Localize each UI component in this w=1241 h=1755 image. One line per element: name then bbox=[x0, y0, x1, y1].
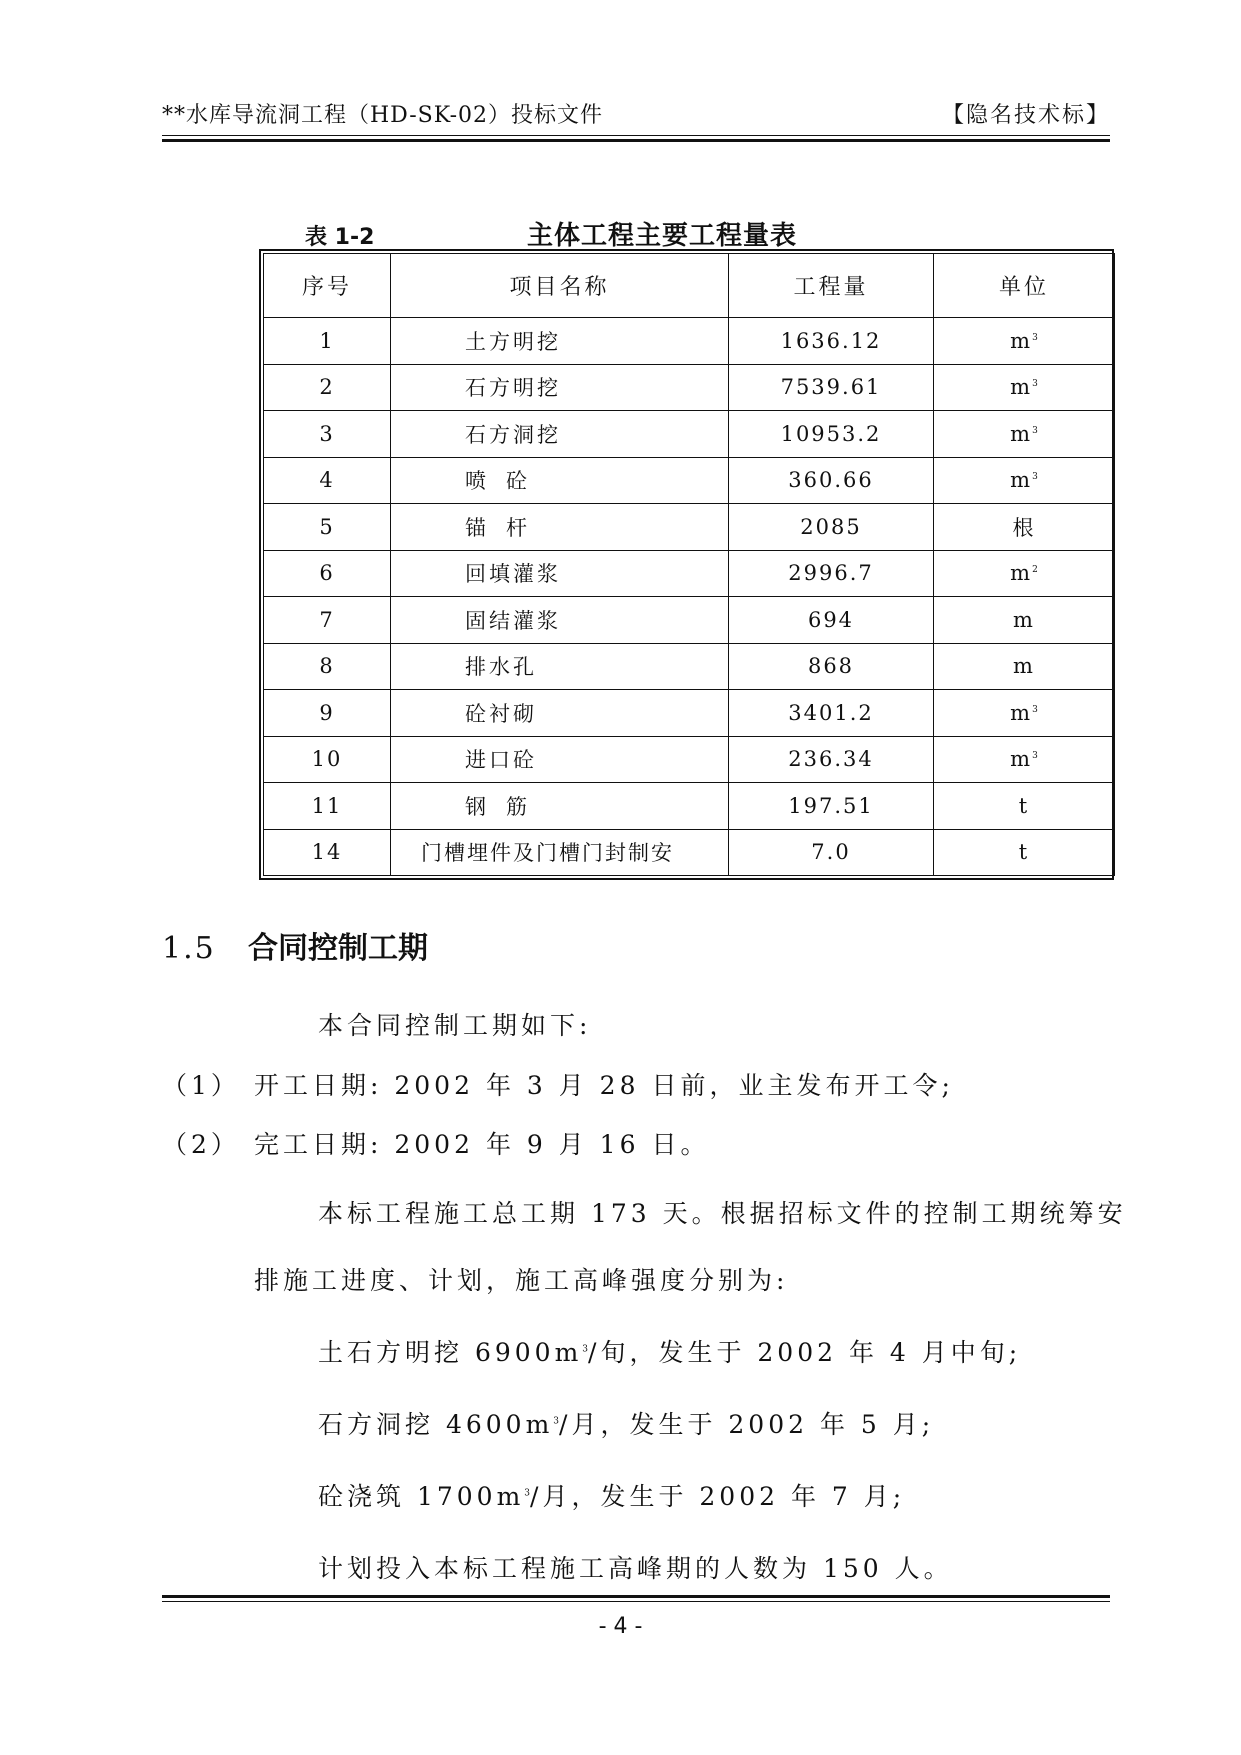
unit-exponent: 3 bbox=[553, 1416, 560, 1427]
cell-unit bbox=[934, 318, 1115, 365]
cell-qty: 3401.2 bbox=[729, 690, 934, 737]
table-row bbox=[264, 457, 1115, 504]
cell-unit bbox=[934, 504, 1115, 551]
schedule-paragraph-line: 本标工程施工总工期 173 天。根据招标文件的控制工期统筹安 bbox=[318, 1199, 1127, 1228]
peak-intensity-line bbox=[318, 1405, 934, 1441]
unit-text: m bbox=[1013, 654, 1035, 679]
cell-unit bbox=[934, 457, 1115, 504]
peak-text: 砼浇筑 1700m bbox=[318, 1482, 525, 1511]
cell-no: 9 bbox=[264, 690, 391, 737]
peak-intensity-line bbox=[318, 1333, 1021, 1369]
table-body bbox=[264, 318, 1115, 876]
cell-qty: 1636.12 bbox=[729, 318, 934, 365]
unit-text: m bbox=[1010, 328, 1033, 353]
column-header-unit: 单位 bbox=[934, 254, 1115, 318]
peak-text: 土石方明挖 6900m bbox=[318, 1338, 583, 1367]
unit-exponent: 3 bbox=[1032, 751, 1038, 762]
cell-unit bbox=[934, 690, 1115, 737]
cell-no: 6 bbox=[264, 550, 391, 597]
unit-text: m bbox=[1010, 700, 1033, 725]
staffing-paragraph: 计划投入本标工程施工高峰期的人数为 150 人。 bbox=[318, 1554, 953, 1583]
cell-unit bbox=[934, 411, 1115, 458]
cell-no: 11 bbox=[264, 783, 391, 830]
cell-no: 3 bbox=[264, 411, 391, 458]
cell-no: 8 bbox=[264, 643, 391, 690]
cell-unit bbox=[934, 829, 1115, 876]
header-tag: 【隐名技术标】 bbox=[941, 103, 1110, 128]
peak-text: /月，发生于 2002 年 5 月; bbox=[559, 1410, 935, 1439]
cell-name: 固结灌浆 bbox=[391, 597, 729, 644]
cell-unit bbox=[934, 736, 1115, 783]
cell-name: 砼衬砌 bbox=[391, 690, 729, 737]
table-row bbox=[264, 318, 1115, 365]
schedule-paragraph-line: 排施工进度、计划，施工高峰强度分别为: bbox=[254, 1266, 789, 1295]
list-item bbox=[162, 1066, 954, 1102]
column-header-qty: 工程量 bbox=[729, 254, 934, 318]
cell-no: 4 bbox=[264, 457, 391, 504]
cell-unit bbox=[934, 550, 1115, 597]
cell-no: 2 bbox=[264, 364, 391, 411]
header-rule-thick bbox=[162, 139, 1110, 142]
table-row bbox=[264, 411, 1115, 458]
unit-text: m bbox=[1010, 468, 1033, 493]
list-marker: （2） bbox=[162, 1130, 240, 1159]
cell-name: 门槽埋件及门槽门封制安 bbox=[391, 829, 729, 876]
peak-text: 石方洞挖 4600m bbox=[318, 1410, 554, 1439]
list-item-text: 开工日期: 2002 年 3 月 28 日前，业主发布开工令; bbox=[254, 1071, 954, 1100]
intro-paragraph: 本合同控制工期如下: bbox=[318, 1011, 592, 1040]
cell-qty: 10953.2 bbox=[729, 411, 934, 458]
unit-text: m bbox=[1013, 607, 1035, 632]
unit-text: t bbox=[1018, 840, 1030, 865]
page-header bbox=[162, 98, 1110, 130]
cell-no: 7 bbox=[264, 597, 391, 644]
cell-qty: 360.66 bbox=[729, 457, 934, 504]
page-number: - 4 - bbox=[598, 1614, 643, 1639]
quantity-table-frame bbox=[259, 249, 1114, 880]
table-row bbox=[264, 364, 1115, 411]
table-header-row bbox=[264, 254, 1115, 318]
cell-name: 石方明挖 bbox=[391, 364, 729, 411]
unit-text: m bbox=[1010, 561, 1033, 586]
unit-exponent: 3 bbox=[1032, 425, 1038, 436]
cell-name: 锚杆 bbox=[391, 504, 729, 551]
table-row bbox=[264, 597, 1115, 644]
list-item bbox=[162, 1125, 709, 1161]
cell-qty: 197.51 bbox=[729, 783, 934, 830]
unit-exponent: 3 bbox=[1032, 472, 1038, 483]
section-heading bbox=[162, 923, 428, 967]
unit-text: 根 bbox=[1012, 515, 1036, 540]
section-title: 合同控制工期 bbox=[248, 931, 428, 966]
unit-exponent: 2 bbox=[1032, 565, 1038, 576]
unit-exponent: 3 bbox=[1032, 332, 1038, 343]
column-header-no: 序号 bbox=[264, 254, 391, 318]
cell-qty: 236.34 bbox=[729, 736, 934, 783]
unit-exponent: 3 bbox=[524, 1488, 531, 1499]
peak-intensity-line bbox=[318, 1477, 905, 1513]
table-row bbox=[264, 550, 1115, 597]
footer-rule-thin bbox=[162, 1601, 1110, 1602]
table-row bbox=[264, 783, 1115, 830]
list-item-text: 完工日期: 2002 年 9 月 16 日。 bbox=[254, 1130, 710, 1159]
cell-qty: 2996.7 bbox=[729, 550, 934, 597]
table-label: 表 1-2 bbox=[305, 225, 375, 250]
cell-qty: 694 bbox=[729, 597, 934, 644]
unit-exponent: 3 bbox=[1032, 379, 1038, 390]
unit-text: t bbox=[1018, 793, 1030, 818]
cell-unit bbox=[934, 783, 1115, 830]
cell-qty: 2085 bbox=[729, 504, 934, 551]
cell-name: 喷砼 bbox=[391, 457, 729, 504]
cell-name: 钢筋 bbox=[391, 783, 729, 830]
unit-text: m bbox=[1010, 375, 1033, 400]
header-rule-thin bbox=[162, 135, 1110, 136]
peak-text: /月，发生于 2002 年 7 月; bbox=[530, 1482, 906, 1511]
cell-no: 10 bbox=[264, 736, 391, 783]
unit-text: m bbox=[1010, 747, 1033, 772]
table-row bbox=[264, 643, 1115, 690]
section-number: 1.5 bbox=[162, 931, 216, 966]
cell-no: 14 bbox=[264, 829, 391, 876]
table-row bbox=[264, 504, 1115, 551]
cell-unit bbox=[934, 643, 1115, 690]
cell-no: 5 bbox=[264, 504, 391, 551]
cell-name: 石方洞挖 bbox=[391, 411, 729, 458]
table-row bbox=[264, 690, 1115, 737]
table-row bbox=[264, 736, 1115, 783]
cell-unit bbox=[934, 597, 1115, 644]
table-row bbox=[264, 829, 1115, 876]
cell-qty: 868 bbox=[729, 643, 934, 690]
cell-name: 进口砼 bbox=[391, 736, 729, 783]
unit-exponent: 3 bbox=[582, 1344, 589, 1355]
table-title: 主体工程主要工程量表 bbox=[527, 221, 798, 251]
quantity-table bbox=[263, 253, 1115, 876]
cell-no: 1 bbox=[264, 318, 391, 365]
cell-name: 土方明挖 bbox=[391, 318, 729, 365]
cell-name: 回填灌浆 bbox=[391, 550, 729, 597]
cell-qty: 7.0 bbox=[729, 829, 934, 876]
footer-rule-thick bbox=[162, 1595, 1110, 1598]
header-title: **水库导流洞工程（HD-SK-02）投标文件 bbox=[162, 103, 604, 128]
cell-name: 排水孔 bbox=[391, 643, 729, 690]
column-header-name: 项目名称 bbox=[391, 254, 729, 318]
unit-exponent: 3 bbox=[1032, 704, 1038, 715]
list-marker: （1） bbox=[162, 1071, 240, 1100]
cell-qty: 7539.61 bbox=[729, 364, 934, 411]
cell-unit bbox=[934, 364, 1115, 411]
peak-text: /旬，发生于 2002 年 4 月中旬; bbox=[588, 1338, 1022, 1367]
unit-text: m bbox=[1010, 421, 1033, 446]
